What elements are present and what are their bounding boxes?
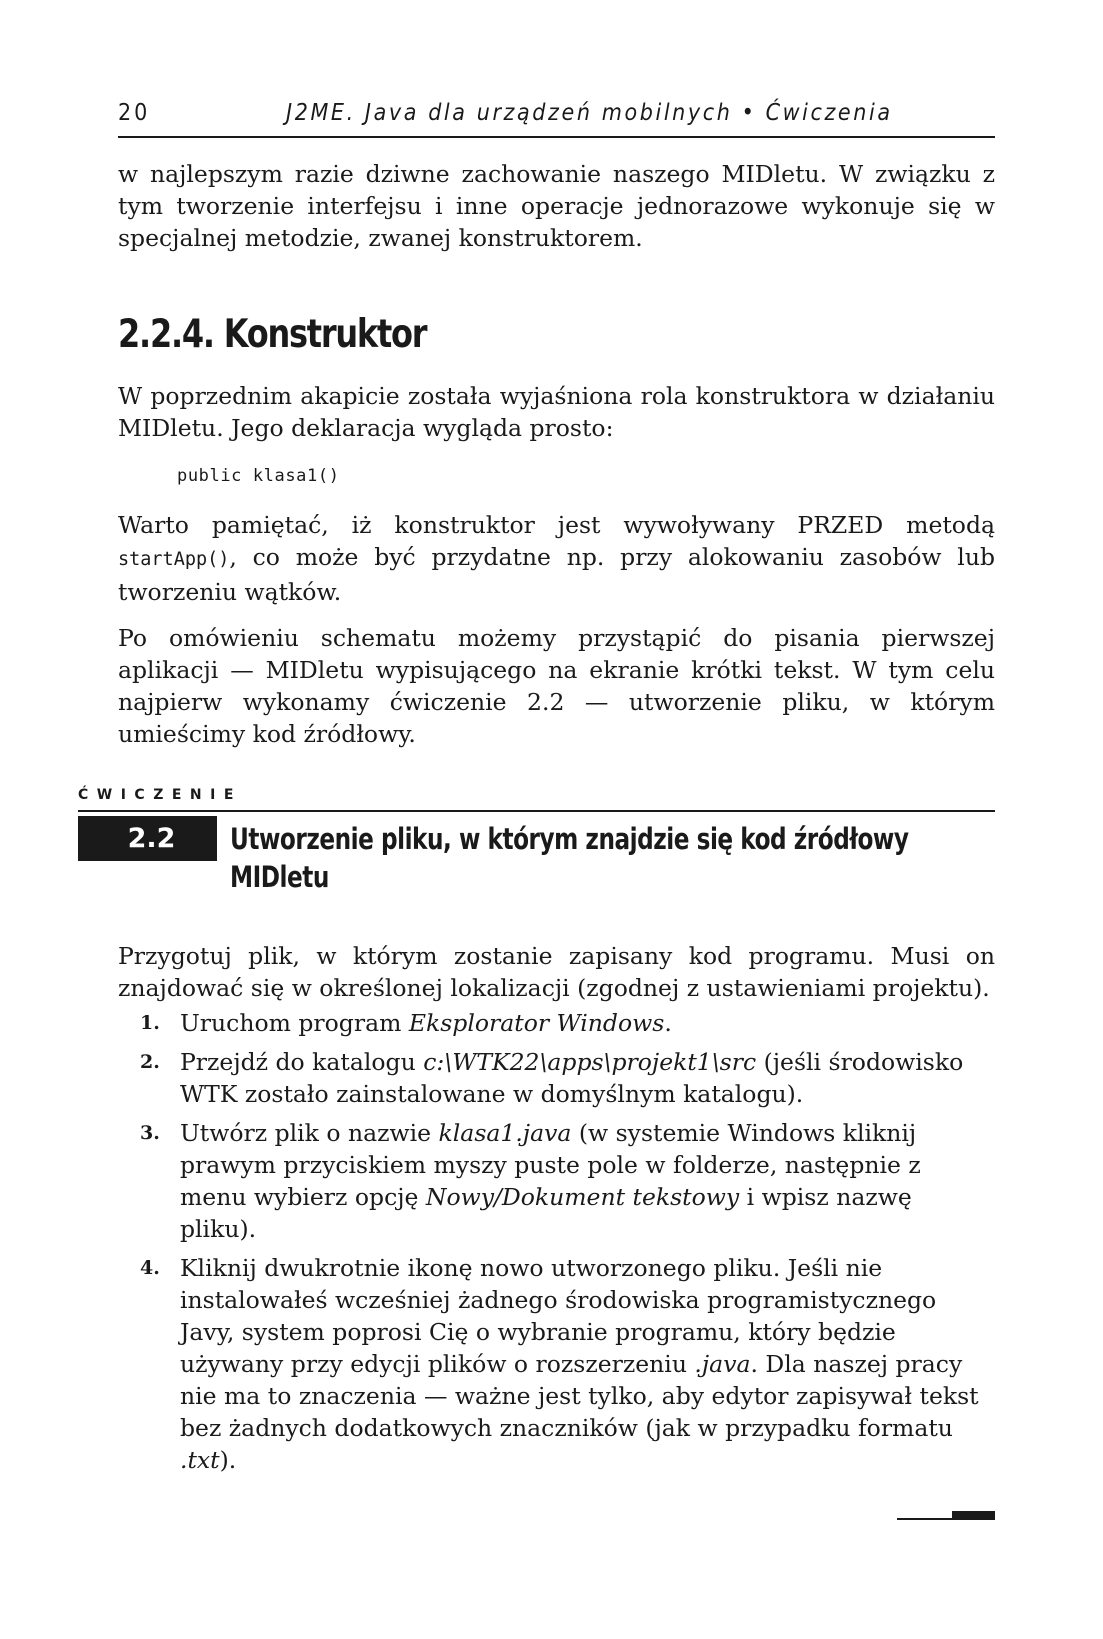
section-heading: 2.2.4. Konstruktor [118,312,427,357]
inline-code-startapp: startApp() [118,549,230,570]
intro-paragraph: w najlepszym razie dziwne zachowanie naszego MIDletu. W związku z tym tworzenie interfejsu i inne operacje jednorazowe wykonuje się w specjalnej metodzie, zwanej konstruktorem. [118,160,995,252]
step-text: ). [219,1446,237,1474]
running-header [118,98,995,138]
step-text: . Dla naszej pracy nie ma to znaczenia — ważne jest tylko, aby edytor zapisywał tekst bez żadnych dodatkowych znaczników (jak w przypadku formatu [180,1350,979,1442]
step-italic: .java [694,1350,751,1378]
running-title: J2ME. Java dla urządzeń mobilnych • Ćwiczenia [286,100,893,126]
step-text: Kliknij dwukrotnie ikonę nowo utworzonego pliku. Jeśli nie instalowałeś wcześniej żadnego środowiska programistycznego Javy, system poprosi Cię o wybranie programu, który będzie używany przy edycji plików o rozszerzeniu [180,1254,937,1378]
page-number: 20 [118,100,151,126]
step-italic: Nowy/Dokument tekstowy [425,1183,740,1211]
step-italic: Eksplorator Windows [408,1009,665,1037]
step-number: 2. [140,1051,160,1073]
step-number: 3. [140,1122,160,1144]
exercise-title: Utworzenie pliku, w którym znajdzie się kod źródłowy MIDletu [230,822,909,894]
step-text: (jeśli środowisko WTK zostało zainstalowane w domyślnym katalogu). [180,1048,964,1108]
step-text: (w systemie Windows kliknij prawym przyciskiem myszy puste pole w folderze, następnie z menu wybierz opcję [180,1119,921,1211]
exercise-intro: Przygotuj plik, w którym zostanie zapisany kod programu. Musi on znajdować się w określonej lokalizacji (zgodnej z ustawieniami projektu). [118,942,995,1002]
step-text: Przejdź do katalogu [180,1048,424,1076]
section-paragraph-1: W poprzednim akapicie została wyjaśniona rola konstruktora w działaniu MIDletu. Jego deklaracja wygląda prosto: [118,382,995,442]
step-text: Uruchom program [180,1009,409,1037]
exercise-rule [78,810,995,812]
section-paragraph-2 [118,509,995,608]
step-italic: c:\WTK22\apps\projekt1\src [423,1048,757,1076]
list-item [118,1117,995,1245]
step-italic: .txt [180,1446,220,1474]
paragraph-2-text-a: Warto pamiętać, iż konstruktor jest wywoływany PRZED metodą [118,511,995,539]
step-italic: klasa1.java [438,1119,572,1147]
step-number: 1. [140,1012,160,1034]
exercise-label: ĆWICZENIE [78,787,242,803]
list-item [118,1046,995,1110]
paragraph-2-text-b: , co może być przydatne np. przy alokowaniu zasobów lub tworzeniu wątków. [118,543,995,606]
step-text: i wpisz nazwę pliku). [180,1183,912,1243]
step-text: . [664,1009,672,1037]
list-item [118,1252,995,1476]
exercise-steps [118,1007,995,1483]
section-paragraph-3: Po omówieniu schematu możemy przystąpić do pisania pierwszej aplikacji — MIDletu wypisującego na ekranie krótki tekst. W tym celu najpierw wykonamy ćwiczenie 2.2 — utworzenie pliku, w którym umieścimy kod źródłowy. [118,624,995,748]
code-snippet: public klasa1() [177,466,340,486]
list-item [118,1007,995,1039]
exercise-number-box: 2.2 [78,816,217,861]
step-number: 4. [140,1257,160,1279]
footer-mark [952,1511,995,1520]
step-text: Utwórz plik o nazwie [180,1119,439,1147]
